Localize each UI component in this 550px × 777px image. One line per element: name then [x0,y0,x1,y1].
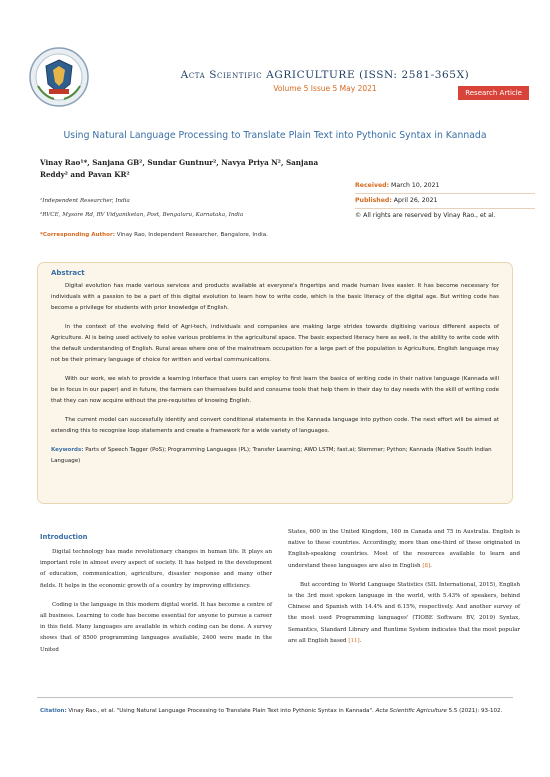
abstract-paragraph: With our work, we wish to provide a learning interface that users can employ to first learn the basics of writing code in their native language (Kannada will be in focus in our paper) and in future, the farmers can themselves build and consume tools that help them in their day to day needs with the skill of writing code that they can now acquire without the pre-requisites of knowing English. [51,376,499,404]
citation-footer [40,706,510,716]
keywords [51,445,499,467]
body-paragraph: Digital technology has made revolutionary changes in human life. It plays an important role in almost every aspect of society. It has helped in the development of education, communication, agriculture, disaster response and many other fields. It helps in the economic growth of a country by improving efficiency. [40,549,272,589]
citation-label: Citation: [40,708,67,714]
corresponding-label: *Corresponding Author: [40,232,116,238]
journal-seal-logo [28,46,90,108]
article-dates [355,180,535,222]
body-text: . [359,637,362,644]
section-heading-introduction: Introduction [40,533,88,541]
abstract-paragraph: In the context of the evolving field of Agri-tech, individuals and companies are making large strides towards digitising various different aspects of Agriculture. AI is being used actively to solve various problems in the agricultural space. The basic expected literacy here as well, is the ability to write code with the default understanding of English. Rural areas where one of the mainstream occupation for a large part of the population is Agriculture, English language may not be their primary language of choice for written and verbal communications. [51,324,499,363]
journal-title: Acta Scientific AGRICULTURE (ISSN: 2581-365X) [180,69,470,81]
body-text: But according to World Language Statistics (SIL International, 2015), English is the 3rd most spoken language in the world, with 5.43% of speakers, behind Chinese and Spanish with 14.4% and 6.15%, respectively. And another survey of the most used Programming languages' (TIOBE Software BV, 2019) Syntax, Semantics, Standard Library and Runtime System indicates that the most popular are all English based [288,581,520,644]
citation-tail: 5.5 (2021): 93-102. [446,708,503,714]
corresponding-text: Vinay Rao, Independent Researcher, Bangalore, India. [115,232,268,238]
abstract-paragraph: The current model can successfully identify and convert conditional statements in the Kannada language into python code. The next effort will be aimed at extending this to recognise loop statements and create a framework for a wide variety of languages. [51,417,499,434]
body-paragraph [288,527,520,572]
citation-text: Vinay Rao., et al. "Using Natural Language Processing to Translate Plain Text into Pythonic Syntax in Kannada". [66,708,376,714]
keywords-text: Parts of Speech Tagger (PoS); Programming Languages (PL); Transfer Learning; AWD LSTM; fast.ai; Stemmer; Python; Kannada (Native South Indian Language) [51,447,492,464]
author-line-2: Reddy² and Pavan KR² [40,170,130,179]
abstract-heading: Abstract [51,269,85,277]
footer-divider [37,697,513,698]
body-text: States, 600 in the United Kingdom, 160 in Canada and 75 in Australia. English is native to these countries. Accordingly, more than one-third of these originated in English-speaking countries. Most of the resources available to learn and understand these languages are also in English [288,529,520,569]
received-value: March 10, 2021 [389,182,440,189]
dates-divider [355,193,535,194]
body-text: . [430,562,432,569]
abstract-paragraph: Digital evolution has made various services and products available at everyone's fingertips and made human lives easier. It has become necessary for individuals with a passion to be a part of this digital evolution to learn how to write code, which is the basic literacy of the digital age. But writing code has become a privilege for students with prior knowledge of English. [51,283,499,311]
body-column-right [288,527,520,655]
dates-divider [355,208,535,209]
citation-journal: Acta Scientific Agriculture [375,708,447,714]
published-date [355,195,535,207]
published-label: Published: [355,197,392,204]
author-line-1: Vinay Rao¹*, Sanjana GB², Sundar Guntnur², Navya Priya N², Sanjana [40,158,319,167]
article-type-badge: Research Article [458,86,529,100]
keywords-label: Keywords: [51,447,84,453]
affiliation-1: ¹Independent Researcher, India [40,198,130,204]
abstract-box [37,262,513,504]
corresponding-author [40,232,268,238]
affiliation-2: ²RVCE, Mysore Rd, RV Vidyaniketan, Post, Bengaluru, Karnataka, India [40,212,244,218]
received-date [355,180,535,192]
body-paragraph [288,580,520,647]
received-label: Received: [355,182,390,189]
body-column-left [40,530,272,664]
body-paragraph: Coding is the language in this modern digital world. It has become a centre of all business. Learning to code has become essential for anyone to pursue a career in this field. Many languages are available in which coding can be done. A survey shows that of 8500 programming languages available, 2400 were made in the United [40,601,272,653]
published-value: April 26, 2021 [391,197,438,204]
paper-title: Using Natural Language Processing to Translate Plain Text into Pythonic Syntax in Kannada [63,130,487,141]
reference-link[interactable]: [8] [422,562,431,569]
reference-link[interactable]: [11] [348,637,360,644]
copyright-notice: © All rights are reserved by Vinay Rao., et al. [355,212,496,219]
volume-issue: Volume 5 Issue 5 May 2021 [273,84,377,93]
author-list [40,157,325,181]
